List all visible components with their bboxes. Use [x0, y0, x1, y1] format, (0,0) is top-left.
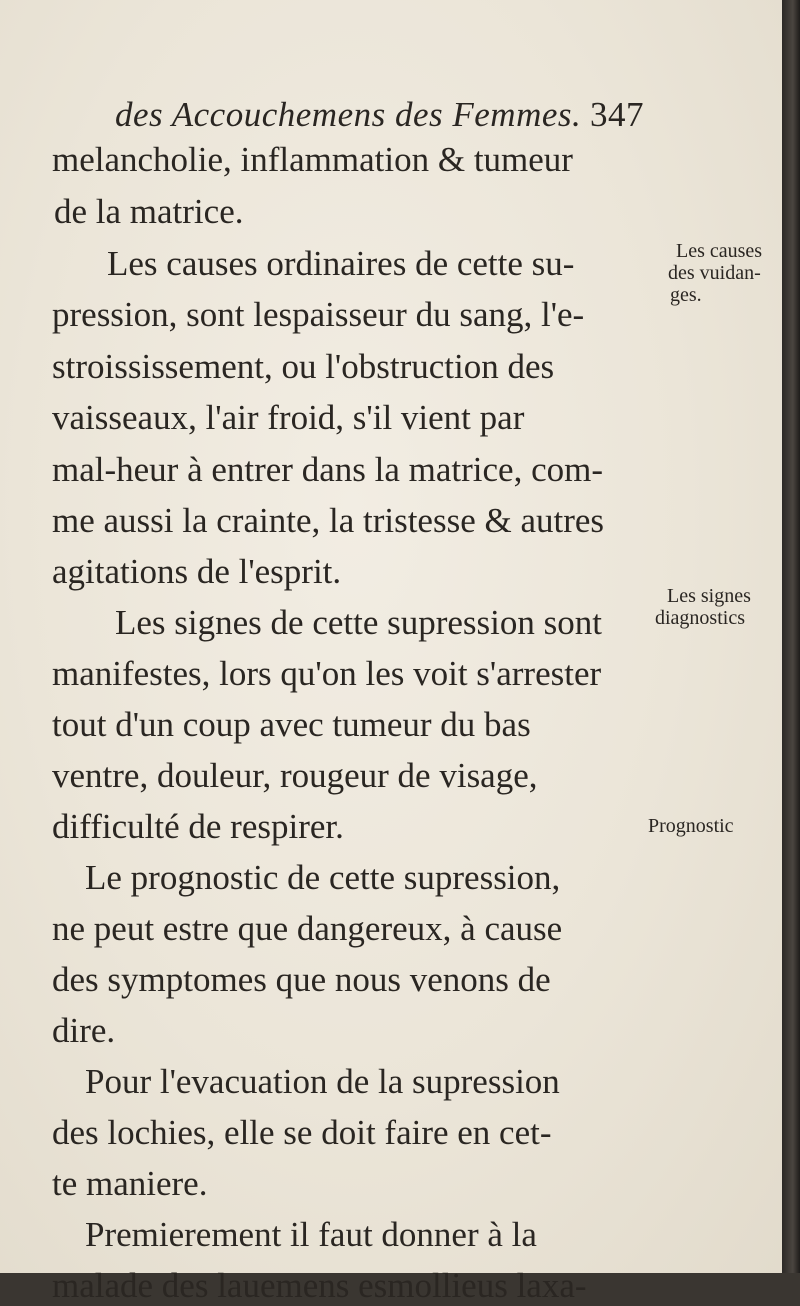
margin-note-prognostic	[648, 815, 734, 837]
text-line: des lochies, elle se doit faire en cet-	[52, 1113, 552, 1152]
text-line: ventre, douleur, rougeur de visage,	[52, 756, 538, 795]
text-line: Le prognostic de cette supression,	[85, 858, 561, 897]
margin-note-signes	[655, 585, 751, 629]
page-edge	[782, 0, 800, 1273]
text-line: vaisseaux, l'air froid, s'il vient par	[52, 398, 525, 437]
running-title: des Accouchemens des Femmes.	[115, 95, 582, 134]
margin-note-line: ges.	[670, 284, 702, 306]
text-line: mal-heur à entrer dans la matrice, com-	[52, 450, 603, 489]
margin-note-causes	[668, 240, 762, 306]
running-header	[115, 95, 655, 135]
text-line: Pour l'evacuation de la supression	[85, 1062, 560, 1101]
margin-note-line: Prognostic	[648, 815, 734, 837]
text-line: Les signes de cette supression sont	[115, 603, 602, 642]
text-line: me aussi la crainte, la tristesse & autres	[52, 501, 605, 540]
margin-note-line: des vuidan-	[668, 262, 761, 284]
text-line: pression, sont lespaisseur du sang, l'e-	[52, 295, 585, 334]
text-line: ne peut estre que dangereux, à cause	[52, 909, 563, 948]
text-line: te maniere.	[52, 1164, 208, 1203]
text-line: de la matrice.	[54, 192, 244, 231]
margin-note-line: Les causes	[676, 240, 763, 262]
text-line: melancholie, inflammation & tumeur	[52, 140, 573, 179]
text-line: agitations de l'esprit.	[52, 552, 342, 591]
text-line: tout d'un coup avec tumeur du bas	[52, 705, 531, 744]
text-line: Premierement il faut donner à la	[85, 1215, 537, 1254]
page-number: 347	[590, 95, 644, 134]
text-line: des symptomes que nous venons de	[52, 960, 551, 999]
margin-note-line: diagnostics	[655, 607, 745, 629]
margin-note-line: Les signes	[667, 585, 751, 607]
text-line: malade des lauemens esmollieus laxa-	[52, 1266, 587, 1305]
text-line: stroississement, ou l'obstruction des	[52, 347, 555, 386]
text-line: manifestes, lors qu'on les voit s'arrester	[52, 654, 602, 693]
text-line: dire.	[52, 1011, 116, 1050]
text-line: difficulté de respirer.	[52, 807, 344, 846]
text-line: Les causes ordinaires de cette su-	[107, 244, 575, 283]
